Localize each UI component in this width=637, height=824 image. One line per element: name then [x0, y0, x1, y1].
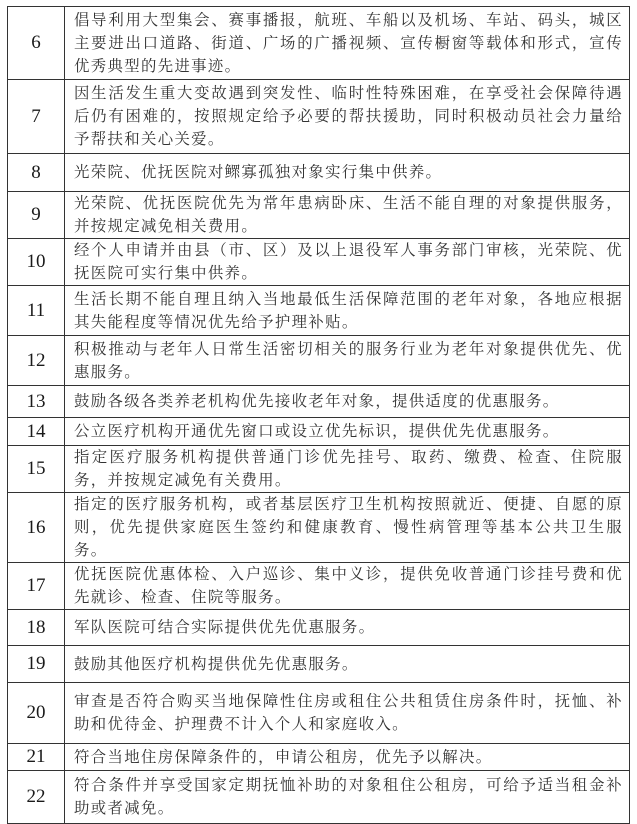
table-row	[8, 446, 630, 493]
row-number: 14	[8, 418, 65, 446]
row-text: 指定的医疗服务机构，或者基层医疗卫生机构按照就近、便捷、自愿的原则，优先提供家庭医生签约和健康教育、慢性病管理等基本公共卫生服务。	[65, 493, 630, 563]
row-number: 16	[8, 493, 65, 563]
table-row	[8, 386, 630, 418]
row-text: 军队医院可结合实际提供优先优惠服务。	[65, 610, 630, 646]
table-row	[8, 563, 630, 610]
table-row	[8, 154, 630, 192]
row-number: 11	[8, 286, 65, 336]
row-number: 21	[8, 744, 65, 771]
row-number: 18	[8, 610, 65, 646]
row-text: 因生活发生重大变故遇到突发性、临时性特殊困难，在享受社会保障待遇后仍有困难的，按照规定给予必要的帮扶援助，同时积极动员社会力量给予帮扶和关心关爱。	[65, 80, 630, 154]
table-row	[8, 239, 630, 286]
row-number: 19	[8, 646, 65, 683]
table-row	[8, 771, 630, 824]
row-number: 12	[8, 336, 65, 386]
table-row	[8, 336, 630, 386]
row-text: 符合当地住房保障条件的，申请公租房，优先予以解决。	[65, 744, 630, 771]
row-text: 指定医疗服务机构提供普通门诊优先挂号、取药、缴费、检查、住院服务，并按规定减免有关费用。	[65, 446, 630, 493]
table-row	[8, 493, 630, 563]
row-text: 积极推动与老年人日常生活密切相关的服务行业为老年对象提供优先、优惠服务。	[65, 336, 630, 386]
row-text: 光荣院、优抚医院优先为常年患病卧床、生活不能自理的对象提供服务，并按规定减免相关费用。	[65, 192, 630, 239]
table-row	[8, 744, 630, 771]
row-text: 公立医疗机构开通优先窗口或设立优先标识，提供优先优惠服务。	[65, 418, 630, 446]
row-text: 经个人申请并由县（市、区）及以上退役军人事务部门审核，光荣院、优抚医院可实行集中供养。	[65, 239, 630, 286]
row-number: 7	[8, 80, 65, 154]
row-text: 光荣院、优抚医院对鳏寡孤独对象实行集中供养。	[65, 154, 630, 192]
table-row	[8, 7, 630, 80]
table-row	[8, 192, 630, 239]
row-number: 20	[8, 683, 65, 744]
row-text: 符合条件并享受国家定期抚恤补助的对象租住公租房，可给予适当租金补助或者减免。	[65, 771, 630, 824]
table-row	[8, 286, 630, 336]
row-number: 15	[8, 446, 65, 493]
row-number: 22	[8, 771, 65, 824]
row-text: 优抚医院优惠体检、入户巡诊、集中义诊，提供免收普通门诊挂号费和优先就诊、检查、住院等服务。	[65, 563, 630, 610]
row-number: 9	[8, 192, 65, 239]
table-row	[8, 418, 630, 446]
row-text: 鼓励各级各类养老机构优先接收老年对象，提供适度的优惠服务。	[65, 386, 630, 418]
table-body	[8, 7, 630, 824]
row-text: 生活长期不能自理且纳入当地最低生活保障范围的老年对象，各地应根据其失能程度等情况优先给予护理补贴。	[65, 286, 630, 336]
table-row	[8, 610, 630, 646]
row-text: 倡导利用大型集会、赛事播报，航班、车船以及机场、车站、码头，城区主要进出口道路、街道、广场的广播视频、宣传橱窗等载体和形式，宣传优秀典型的先进事迹。	[65, 7, 630, 80]
row-text: 鼓励其他医疗机构提供优先优惠服务。	[65, 646, 630, 683]
row-number: 13	[8, 386, 65, 418]
row-number: 17	[8, 563, 65, 610]
row-number: 8	[8, 154, 65, 192]
row-number: 6	[8, 7, 65, 80]
table-row	[8, 80, 630, 154]
table-row	[8, 683, 630, 744]
row-text: 审查是否符合购买当地保障性住房或租住公共租赁住房条件时，抚恤、补助和优待金、护理费不计入个人和家庭收入。	[65, 683, 630, 744]
table-row	[8, 646, 630, 683]
benefits-table	[7, 6, 630, 824]
row-number: 10	[8, 239, 65, 286]
